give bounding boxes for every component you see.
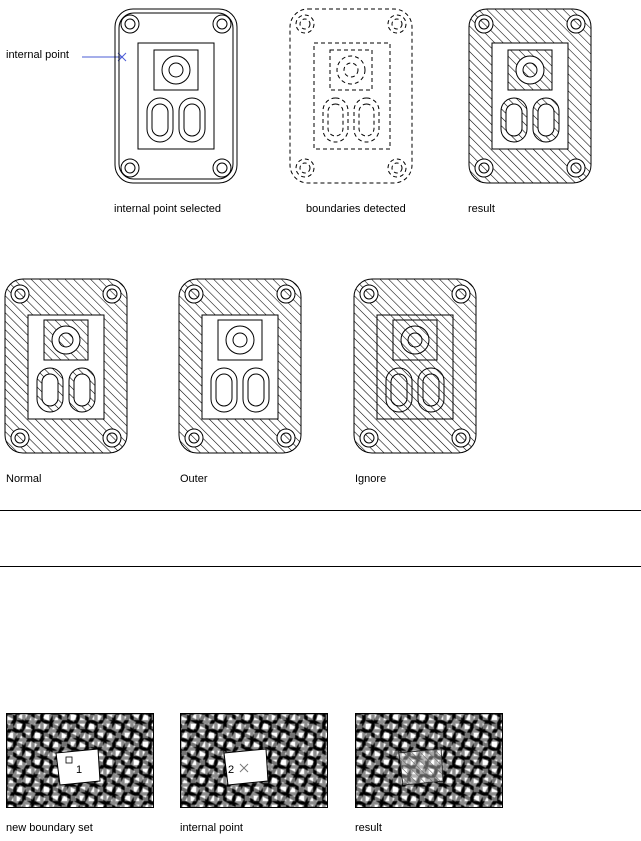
marker-1: 1 [76, 764, 83, 776]
caption-internal-point-selected: internal point selected [114, 203, 222, 215]
figure-boundaries-detected [289, 8, 415, 186]
divider-bottom [0, 566, 641, 567]
caption-new-boundary-set: new boundary set [6, 822, 93, 834]
caption-result-bottom: result [355, 822, 382, 834]
caption-boundaries-detected: boundaries detected [306, 203, 406, 215]
caption-internal-point: internal point [180, 822, 243, 834]
callout-leader [0, 0, 130, 70]
divider-top [0, 510, 641, 511]
caption-ignore: Ignore [355, 473, 387, 485]
caption-result: result [468, 203, 495, 215]
figure-internal-point-selected [114, 8, 240, 186]
figure-result-hatched [355, 713, 503, 808]
caption-normal: Normal [6, 473, 42, 485]
internal-point-callout: internal point [6, 49, 69, 61]
figure-internal-point [180, 713, 328, 808]
caption-outer: Outer [180, 473, 208, 485]
figure-outer [178, 278, 304, 456]
figure-result [468, 8, 594, 186]
figure-ignore [353, 278, 479, 456]
marker-2: 2 [228, 764, 235, 776]
figure-new-boundary-set [6, 713, 154, 808]
figure-normal [4, 278, 130, 456]
